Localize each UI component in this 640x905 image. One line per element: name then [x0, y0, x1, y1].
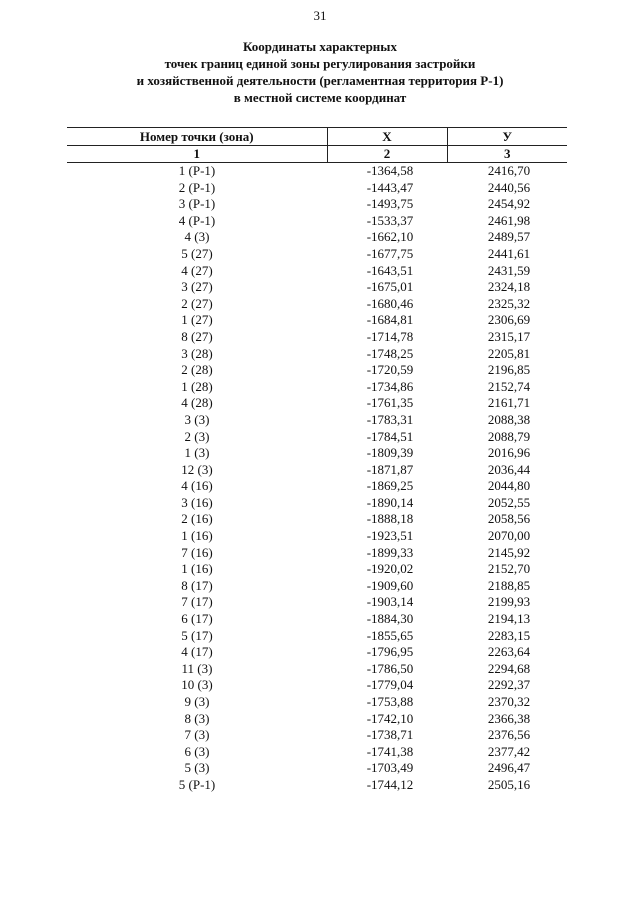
- y-coordinate-cell: 2199,93: [487, 594, 531, 610]
- y-coordinate-cell: 2145,92: [487, 544, 531, 560]
- y-coordinate-cell: 2283,15: [487, 627, 531, 643]
- point-number-cell: 11 (3): [181, 660, 213, 676]
- y-coordinate-cell: 2315,17: [487, 328, 531, 344]
- x-coordinate-cell: -1761,35: [366, 395, 414, 411]
- y-coordinate-cell: 2324,18: [487, 279, 531, 295]
- y-coordinate-cell: 2431,59: [487, 262, 531, 278]
- x-coordinate-cell: -1920,02: [366, 561, 414, 577]
- table-body: [67, 163, 567, 794]
- table-row: [67, 379, 567, 396]
- x-coordinate-cell: -1753,88: [366, 694, 414, 709]
- table-row: [67, 644, 567, 661]
- point-number-cell: 7 (16): [181, 544, 213, 560]
- table-row: [67, 429, 567, 446]
- table-row: [67, 777, 567, 794]
- x-coordinate-cell: -1855,65: [366, 627, 414, 643]
- point-number-cell: 4 (16): [181, 478, 213, 494]
- point-number-cell: 6 (17): [181, 611, 213, 627]
- table-row: [67, 163, 567, 180]
- document-title: [0, 38, 640, 106]
- table-row: [67, 296, 567, 313]
- coordinates-table: [67, 127, 567, 794]
- y-coordinate-cell: 2088,38: [487, 411, 531, 427]
- y-coordinate-cell: 2325,32: [487, 295, 531, 311]
- point-number-cell: 9 (3): [184, 694, 210, 709]
- x-coordinate-cell: -1869,25: [366, 478, 414, 494]
- x-coordinate-cell: -1783,31: [366, 411, 414, 427]
- table-row: [67, 346, 567, 363]
- point-number-cell: 6 (3): [184, 743, 210, 759]
- x-coordinate-cell: -1675,01: [366, 279, 414, 295]
- y-coordinate-cell: 2161,71: [487, 395, 531, 411]
- point-number-cell: 5 (17): [181, 627, 213, 643]
- x-coordinate-cell: -1923,51: [366, 528, 414, 544]
- table-row: [67, 229, 567, 246]
- point-number-cell: 4 (3): [184, 229, 210, 245]
- point-number-cell: 2 (28): [181, 362, 213, 378]
- y-coordinate-cell: 2263,64: [487, 644, 531, 660]
- point-number-cell: 8 (3): [184, 710, 210, 726]
- y-coordinate-cell: 2370,32: [487, 694, 531, 709]
- point-number-cell: 10 (3): [181, 677, 213, 693]
- table-row: [67, 545, 567, 562]
- x-coordinate-cell: -1720,59: [366, 362, 414, 378]
- point-number-cell: 7 (3): [184, 727, 210, 743]
- y-coordinate-cell: 2292,37: [487, 677, 531, 693]
- table-row: [67, 362, 567, 379]
- y-coordinate-cell: 2376,56: [487, 727, 531, 743]
- point-number-cell: 2 (27): [181, 295, 213, 311]
- table-row: [67, 711, 567, 728]
- point-number-cell: 1 (3): [184, 445, 210, 461]
- y-coordinate-cell: 2036,44: [487, 461, 531, 477]
- point-number-cell: 4 (17): [181, 644, 213, 660]
- point-number-cell: 3 (28): [181, 345, 213, 361]
- table-row: [67, 246, 567, 263]
- point-number-cell: 1 (16): [181, 561, 213, 577]
- table-row: [67, 561, 567, 578]
- point-number-cell: 8 (17): [181, 577, 213, 593]
- y-coordinate-cell: 2152,74: [487, 378, 531, 394]
- point-number-cell: 1 (16): [181, 528, 213, 544]
- point-number-cell: 3 (16): [181, 494, 213, 510]
- x-coordinate-cell: -1871,87: [366, 461, 414, 477]
- point-number-cell: 3 (3): [184, 411, 210, 427]
- x-coordinate-cell: -1809,39: [366, 445, 414, 461]
- y-coordinate-cell: 2070,00: [487, 528, 531, 544]
- y-coordinate-cell: 2194,13: [487, 611, 531, 627]
- column-number-2: 2: [327, 146, 447, 163]
- table-row: [67, 727, 567, 744]
- point-number-cell: 3 (27): [181, 279, 213, 295]
- point-number-cell: 2 (Р-1): [178, 179, 216, 195]
- title-line-4: в местной системе координат: [233, 90, 407, 105]
- point-number-cell: 2 (16): [181, 511, 213, 527]
- table-row: [67, 445, 567, 462]
- y-coordinate-cell: 2044,80: [487, 478, 531, 494]
- table-row: [67, 462, 567, 479]
- y-coordinate-cell: 2454,92: [487, 196, 531, 212]
- x-coordinate-cell: -1680,46: [366, 295, 414, 311]
- point-number-cell: 5 (27): [181, 245, 213, 261]
- table-row: [67, 628, 567, 645]
- table-row: [67, 744, 567, 761]
- page-number: 31: [313, 8, 327, 23]
- title-line-2: точек границ единой зоны регулирования застройки: [164, 56, 476, 71]
- table-row: [67, 329, 567, 346]
- x-coordinate-cell: -1677,75: [366, 245, 414, 261]
- y-coordinate-cell: 2377,42: [487, 743, 531, 759]
- point-number-cell: 1 (28): [181, 378, 213, 394]
- x-coordinate-cell: -1888,18: [366, 511, 414, 527]
- point-number-cell: 12 (3): [181, 461, 213, 477]
- x-coordinate-cell: -1784,51: [366, 428, 414, 444]
- x-coordinate-cell: -1643,51: [366, 262, 414, 278]
- header-y: У: [447, 128, 567, 146]
- table-row: [67, 213, 567, 230]
- x-coordinate-cell: -1909,60: [366, 577, 414, 593]
- x-coordinate-cell: -1493,75: [366, 196, 414, 212]
- x-coordinate-cell: -1903,14: [366, 594, 414, 610]
- y-coordinate-cell: 2440,56: [487, 179, 531, 195]
- table-row: [67, 594, 567, 611]
- y-coordinate-cell: 2489,57: [487, 229, 531, 245]
- table-row: [67, 578, 567, 595]
- y-coordinate-cell: 2416,70: [487, 163, 531, 178]
- header-point-number: Номер точки (зона): [67, 128, 327, 146]
- table-row: [67, 661, 567, 678]
- x-coordinate-cell: -1890,14: [366, 494, 414, 510]
- x-coordinate-cell: -1884,30: [366, 611, 414, 627]
- x-coordinate-cell: -1786,50: [366, 660, 414, 676]
- x-coordinate-cell: -1714,78: [366, 328, 414, 344]
- table-row: [67, 263, 567, 280]
- table-row: [67, 279, 567, 296]
- point-number-cell: 4 (27): [181, 262, 213, 278]
- y-coordinate-cell: 2016,96: [487, 445, 531, 461]
- point-number-cell: 1 (27): [181, 312, 213, 328]
- table-header: [67, 128, 567, 163]
- x-coordinate-cell: -1741,38: [366, 743, 414, 759]
- y-coordinate-cell: 2441,61: [487, 245, 531, 261]
- x-coordinate-cell: -1703,49: [366, 760, 414, 776]
- y-coordinate-cell: 2505,16: [487, 776, 531, 792]
- table-row: [67, 694, 567, 711]
- point-number-cell: 2 (3): [184, 428, 210, 444]
- y-coordinate-cell: 2496,47: [487, 760, 531, 776]
- y-coordinate-cell: 2188,85: [487, 577, 531, 593]
- point-number-cell: 7 (17): [181, 594, 213, 610]
- x-coordinate-cell: -1742,10: [366, 710, 414, 726]
- table-row: [67, 495, 567, 512]
- table-row: [67, 196, 567, 213]
- header-x: X: [327, 128, 447, 146]
- y-coordinate-cell: 2088,79: [487, 428, 531, 444]
- y-coordinate-cell: 2196,85: [487, 362, 531, 378]
- table-row: [67, 395, 567, 412]
- point-number-cell: 5 (3): [184, 760, 210, 776]
- y-coordinate-cell: 2461,98: [487, 212, 531, 228]
- x-coordinate-cell: -1533,37: [366, 212, 414, 228]
- y-coordinate-cell: 2306,69: [487, 312, 531, 328]
- title-line-1: Координаты характерных: [243, 39, 397, 54]
- point-number-cell: 4 (28): [181, 395, 213, 411]
- table-row: [67, 760, 567, 777]
- x-coordinate-cell: -1748,25: [366, 345, 414, 361]
- point-number-cell: 8 (27): [181, 328, 213, 344]
- y-coordinate-cell: 2205,81: [487, 345, 531, 361]
- column-number-1: 1: [67, 146, 327, 163]
- table-row: [67, 412, 567, 429]
- x-coordinate-cell: -1744,12: [366, 776, 414, 792]
- table-row: [67, 180, 567, 197]
- table-row: [67, 677, 567, 694]
- header-row: [67, 128, 567, 146]
- y-coordinate-cell: 2152,70: [487, 561, 531, 577]
- x-coordinate-cell: -1796,95: [366, 644, 414, 660]
- table-row: [67, 528, 567, 545]
- y-coordinate-cell: 2058,56: [487, 511, 531, 527]
- column-number-3: 3: [447, 146, 567, 163]
- title-line-3: и хозяйственной деятельности (регламентная территория Р-1): [136, 73, 504, 88]
- y-coordinate-cell: 2052,55: [487, 494, 531, 510]
- y-coordinate-cell: 2294,68: [487, 660, 531, 676]
- point-number-cell: 1 (Р-1): [178, 163, 216, 178]
- y-coordinate-cell: 2366,38: [487, 710, 531, 726]
- table-row: [67, 478, 567, 495]
- point-number-cell: 5 (Р-1): [178, 776, 216, 792]
- x-coordinate-cell: -1899,33: [366, 544, 414, 560]
- table-row: [67, 511, 567, 528]
- x-coordinate-cell: -1734,86: [366, 378, 414, 394]
- x-coordinate-cell: -1779,04: [366, 677, 414, 693]
- x-coordinate-cell: -1738,71: [366, 727, 414, 743]
- table-row: [67, 611, 567, 628]
- point-number-cell: 3 (Р-1): [178, 196, 216, 212]
- x-coordinate-cell: -1364,58: [366, 163, 414, 178]
- x-coordinate-cell: -1684,81: [366, 312, 414, 328]
- x-coordinate-cell: -1662,10: [366, 229, 414, 245]
- column-number-row: [67, 146, 567, 163]
- table-row: [67, 312, 567, 329]
- point-number-cell: 4 (Р-1): [178, 212, 216, 228]
- x-coordinate-cell: -1443,47: [366, 179, 414, 195]
